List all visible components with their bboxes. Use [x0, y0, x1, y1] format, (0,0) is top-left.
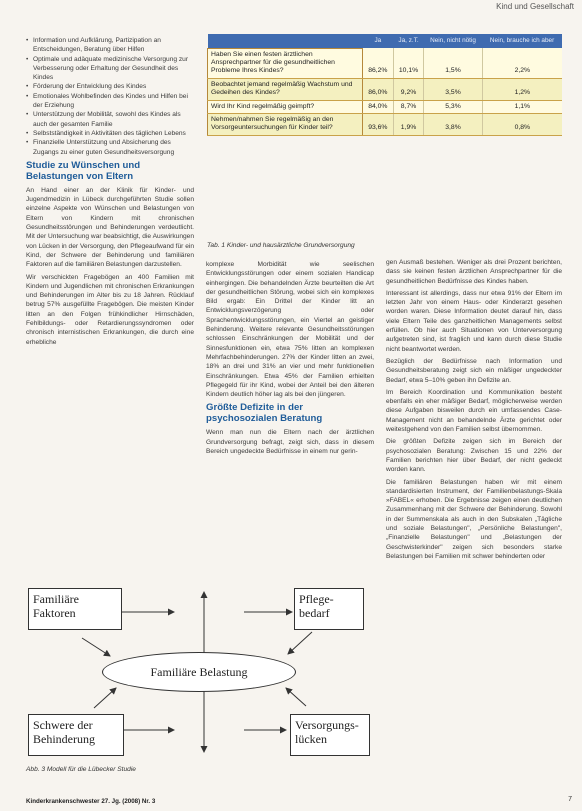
table-cell: 8,7%	[393, 100, 424, 113]
paragraph: Bezüglich der Bedürfnisse nach Information und Gesundheitsberatung zeigt sich ein mäßiger ungedeckter Bedarf, etwa 5–10% geben ihn Defizite an.	[386, 357, 562, 384]
arrow	[94, 688, 116, 708]
table-cell: 93,6%	[363, 113, 394, 135]
table-cell: 2,2%	[482, 48, 562, 78]
needs-list	[26, 36, 194, 157]
table-cell: Beobachtet jemand regelmäßig Wachstum und Gedeihen des Kindes?	[208, 78, 363, 100]
table-cell: 1,2%	[482, 78, 562, 100]
paragraph: Wenn man nun die Eltern nach der ärztlichen Grundversorgung befragt, zeigt sich, dass in diesem Bereich ungedeckte Bedürfnisse in einem nur gerin-	[206, 429, 374, 456]
list-item: • Förderung der Entwicklung des Kindes	[26, 82, 194, 91]
family-burden-oval: Familiäre Belastung	[102, 652, 296, 692]
page-number: 7	[568, 796, 572, 803]
table-header	[208, 34, 363, 48]
care-need-box: Pflege-bedarf	[294, 588, 364, 630]
table-header: Nein, nicht nötig	[424, 34, 482, 48]
paragraph: Wir verschickten Fragebögen an 400 Familien mit Kindern und Jugendlichen mit chronischen Erkrankungen und Behinderungen im Alter bis zu 18 Jahren. Rücklauf betrug 57% ausgefüllte Fragebögen. Die meisten Kinder litten an den Folgen frühkindlicher Hirnschäden, Fehlbildungs- oder Retardierungssyndromen oder chronisch internistischen Erkrankungen, die durch eine erhebliche	[26, 273, 194, 346]
table-cell: Nehmen/nahmen Sie regelmäßig an den Vorsorgeuntersuchungen für Kinder teil?	[208, 113, 363, 135]
list-item: • Unterstützung der Mobilität, sowohl des Kindes als auch der gesamten Familie	[26, 110, 194, 129]
paragraph: An Hand einer an der Klinik für Kinder- und Jugendmedizin in Lübeck durchgeführten Studie sollen einzelne Aspekte von Wünschen und Belastungen von Eltern von Kindern mit chronischen Gesundheitsstörungen und Behinderungen verdeutlicht. Mit der Untersuchung war beabsichtigt, die Auswirkungen von Lücken in der Versorgung, den Pflegeaufwand für ein Kind, der Schwere der Behinderung und familiären Faktoren auf die familiären Belastungen darzustellen.	[26, 186, 194, 269]
table-cell: 1,1%	[482, 100, 562, 113]
table-caption: Tab. 1 Kinder- und hausärztliche Grundversorgung	[207, 242, 355, 249]
left-column	[26, 36, 194, 350]
table-cell: 10,1%	[393, 48, 424, 78]
table-cell: 1,9%	[393, 113, 424, 135]
table-header: Nein, brauche ich aber	[482, 34, 562, 48]
care-table	[207, 34, 562, 136]
table-cell: 3,8%	[424, 113, 482, 135]
paragraph: Im Bereich Koordination und Kommunikation besteht ebenfalls ein eher mäßiger Bedarf, möglicherweise werden diese Aufgaben bisweilen durch ein umfassendes Case-Management nicht an behandelnde Ärzte gerichtet oder weitestgehend von den Familien selbst übernommen.	[386, 388, 562, 434]
care-gaps-box: Versorgungs-lücken	[290, 714, 370, 756]
list-item: • Optimale und adäquate medizinische Versorgung zur Verbesserung oder Erhaltung der Gesundheit des Kindes	[26, 55, 194, 83]
paragraph: gen Ausmaß bestehen. Weniger als drei Prozent berichten, dass sie keinen festen ärztlichen Ansprechpartner für die gesundheitlichen Bedürfnisse des Kindes haben.	[386, 259, 562, 285]
paragraph: Interessant ist allerdings, dass nur etwa 91% der Eltern im letzten Jahr von einem Haus- oder Kinderarzt gesehen worden waren. Diese Information deutet darauf hin, dass viele Eltern Teile des ganzheitlichen Managements selbst erfüllen. Ob hier auch Situationen von Unterversorgung aufgetreten sind, ist fraglich und kann durch diese Studie nicht beantwortet werden.	[386, 289, 562, 353]
list-item: • Emotionales Wohlbefinden des Kindes und Hilfen bei der Erziehung	[26, 92, 194, 111]
list-item: • Information und Aufklärung, Partizipation an Entscheidungen, Beratung über Hilfen	[26, 36, 194, 55]
severity-box: Schwere der Behinderung	[28, 714, 124, 756]
section-header: Kind und Gesellschaft	[496, 2, 574, 11]
table-cell: 1,5%	[424, 48, 482, 78]
table-cell: Haben Sie einen festen ärztlichen Ansprechpartner für die gesundheitlichen Probleme Ihres Kindes?	[208, 48, 363, 78]
model-diagram	[24, 582, 369, 760]
diagram-caption: Abb. 3 Modell für die Lübecker Studie	[26, 766, 136, 773]
deficit-heading: Größte Defizite in der psychosozialen Beratung	[206, 402, 323, 425]
arrow	[82, 638, 110, 656]
table-cell: 86,2%	[363, 48, 394, 78]
table-cell: 5,3%	[424, 100, 482, 113]
arrow	[286, 688, 306, 706]
table-cell: 86,0%	[363, 78, 394, 100]
study-heading: Studie zu Wünschen und Belastungen von Eltern	[26, 159, 141, 182]
table-cell: 3,5%	[424, 78, 482, 100]
table-cell: 84,0%	[363, 100, 394, 113]
list-item: • Selbstständigkeit in Aktivitäten des täglichen Lebens	[26, 129, 194, 138]
list-item: • Finanzielle Unterstützung und Absicherung des Zugangs zu einer guten Gesundheitsversorgung	[26, 138, 194, 157]
arrow	[288, 632, 312, 654]
table-header: Ja	[363, 34, 394, 48]
paragraph: Die größten Defizite zeigen sich im Bereich der psychosozialen Beratung: Zwischen 15 und 22% der Familien berichten hier über Bedarf, der nicht gedeckt worden kann.	[386, 438, 562, 474]
table-cell: 9,2%	[393, 78, 424, 100]
table-cell: 0,8%	[482, 113, 562, 135]
middle-column	[206, 260, 374, 459]
family-factors-box: Familiäre Faktoren	[28, 588, 122, 630]
right-column	[386, 258, 562, 564]
paragraph: Die familiären Belastungen haben wir mit einem standardisierten Instrument, der Familienbelastungs-Skala »FABEL« erhoben. Die Ergebnisse zeigen einen deutlichen Zusammenhang mit der Schwere der Behinderung. Sowohl in der Summenskala als auch in den Subskalen „Tägliche und soziale Belastungen", „Persönliche Belastungen", „Finanzielle Belastungen" und „Belastungen der Geschwisterkinder" zeigen sich besonders starke Belastungen bei Familien mit schwer behinderten oder	[386, 478, 562, 560]
table-cell: Wird Ihr Kind regelmäßig geimpft?	[208, 100, 363, 113]
table-header: Ja, z.T.	[393, 34, 424, 48]
paragraph: komplexe Morbidität wie seelischen Entwicklungsstörungen oder einem sozialen Handicap einhergingen. Die behandelnden Ärzte beurteilten die Art der gesundheitlichen Störung, wobei sich ein komplexes Bild ergab: Ein Drittel der Kinder litt an Entwicklungsverzögerung oder Sprachentwicklungsstörungen, ein Viertel an geistiger Behinderung. Weitere relevante Gesundheitsstörungen schlossen Einschränkungen der Mobilität und der Sinnesfunktionen ein, etwa 75% litten an komplexen Mehrfachbehinderungen. 27% der Kinder litten an zwei, 18% an drei und 31% an vier und mehr funktionellen Einschränkungen. Etwa 45% der Familien erhielten Pflegegeld für ihr Kind, wobei der Anteil bei den älteren Kindern deutlich höher lag als bei den jüngeren.	[206, 261, 374, 399]
journal-footer: Kinderkrankenschwester 27. Jg. (2008) Nr. 3	[26, 798, 156, 805]
